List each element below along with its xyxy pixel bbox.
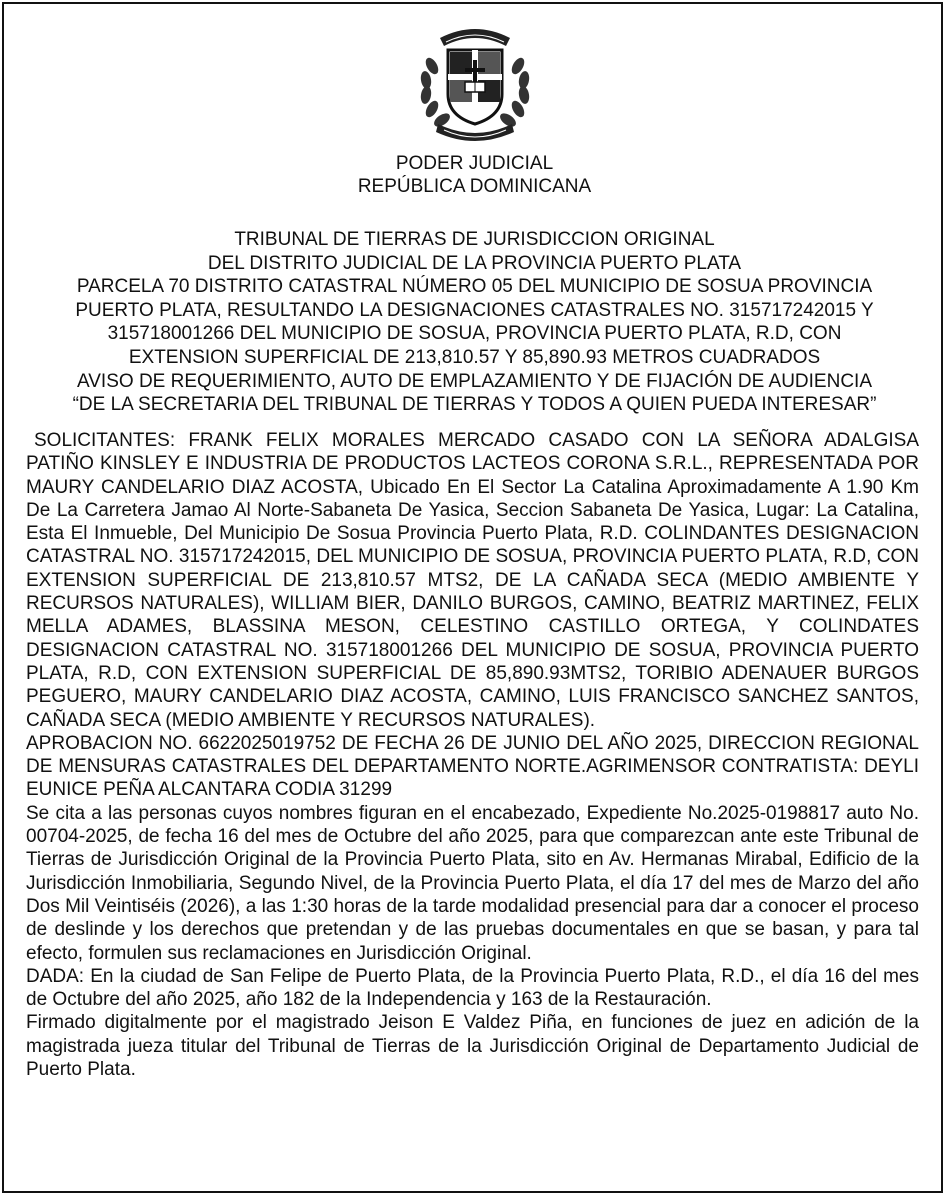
- header-poder-judicial: PODER JUDICIAL: [395, 153, 554, 174]
- tribunal-line-4: PUERTO PLATA, RESULTANDO LA DESIGNACIONES CATASTRALES NO. 315717242015 Y: [75, 299, 874, 321]
- paragraph-citacion: Se cita a las personas cuyos nombres figuran en el encabezado, Expediente No.2025-0198817 auto No. 00704-2025, de fecha 16 del mes de Octubre del año 2025, para que comparezcan ante este Tribunal de Tierras de Jurisdicción Original de la Provincia Puerto Plata, sito en Av. Hermanas Mirabal, Edificio de la Jurisdicción Inmobiliaria, Segundo Nivel, de la Provincia Puerto Plata, el día 17 del mes de Marzo del año Dos Mil Veintiséis (2026), a las 1:30 horas de la tarde modalidad presencial para dar a conocer el proceso de deslinde y los derechos que pretendan y de las pruebas documentales en que se basan, y para tal efecto, formulen sus reclamaciones en Jurisdicción Original.: [26, 802, 919, 964]
- tribunal-line-2: DEL DISTRITO JUDICIAL DE LA PROVINCIA PUERTO PLATA: [207, 252, 742, 274]
- issuer-header: [0, 152, 949, 198]
- tribunal-line-3: PARCELA 70 DISTRITO CATASTRAL NÚMERO 05 DEL MUNICIPIO DE SOSUA PROVINCIA: [76, 276, 873, 298]
- tribunal-line-6: EXTENSION SUPERFICIAL DE 213,810.57 Y 85,890.93 METROS CUADRADOS: [128, 346, 821, 368]
- notice-body: [26, 429, 919, 1081]
- emblem: [0, 16, 949, 146]
- paragraph-firmado: Firmado digitalmente por el magistrado Jeison E Valdez Piña, en funciones de juez en adición de la magistrada jueza titular del Tribunal de Tierras de la Jurisdicción Original de Departamento Judicial de Puerto Plata.: [26, 1012, 919, 1081]
- paragraph-solicitantes: SOLICITANTES: FRANK FELIX MORALES MERCADO CASADO CON LA SEÑORA ADALGISA PATIÑO KINSLEY E INDUSTRIA DE PRODUCTOS LACTEOS CORONA S.R.L., REPRESENTADA POR MAURY CANDELARIO DIAZ ACOSTA, Ubicado En El Sector La Catalina Aproximadamente A 1.90 Km De La Carretera Jamao Al Norte-Sabaneta De Yasica, Seccion Sabaneta De Yasica, Lugar: La Catalina, Esta El Inmueble, Del Municipio De Sosua Provincia Puerto Plata, R.D. COLINDANTES DESIGNACION CATASTRAL NO. 315717242015, DEL MUNICIPIO DE SOSUA, PROVINCIA PUERTO PLATA, R.D, CON EXTENSION SUPERFICIAL DE 213,810.57 MTS2, DE LA CAÑADA SECA (MEDIO AMBIENTE Y RECURSOS NATURALES), WILLIAM BIER, DANILO BURGOS, CAMINO, BEATRIZ MARTINEZ, FELIX MELLA ADAMES, BLASSINA MESON, CELESTINO CASTILLO ORTEGA, Y COLINDATES DESIGNACION CATASTRAL NO. 315718001266 DEL MUNICIPIO DE SOSUA, PROVINCIA PUERTO PLATA, R.D, CON EXTENSION SUPERFICIAL DE 85,890.93MTS2, TORIBIO ADENAUER BURGOS PEGUERO, MAURY CANDELARIO DIAZ ACOSTA, CAMINO, LUIS FRANCISCO SANCHEZ SANTOS, CAÑADA SECA (MEDIO AMBIENTE Y RECURSOS NATURALES).: [26, 430, 919, 731]
- paragraph-aprobacion: APROBACION NO. 6622025019752 DE FECHA 26 DE JUNIO DEL AÑO 2025, DIRECCION REGIONAL DE MENSURAS CATASTRALES DEL DEPARTAMENTO NORTE.AGRIMENSOR CONTRATISTA: DEYLI EUNICE PEÑA ALCANTARA CODIA 31299: [26, 732, 919, 801]
- tribunal-line-1: TRIBUNAL DE TIERRAS DE JURISDICCION ORIGINAL: [234, 229, 715, 250]
- tribunal-line-8: “DE LA SECRETARIA DEL TRIBUNAL DE TIERRAS Y TODOS A QUIEN PUEDA INTERESAR”: [72, 394, 877, 416]
- tribunal-line-7: AVISO DE REQUERIMIENTO, AUTO DE EMPLAZAMIENTO Y DE FIJACIÓN DE AUDIENCIA: [77, 370, 872, 392]
- tribunal-line-5: 315718001266 DEL MUNICIPIO DE SOSUA, PROVINCIA PUERTO PLATA, R.D, CON: [107, 323, 842, 345]
- header-republica: REPÚBLICA DOMINICANA: [357, 176, 592, 197]
- coat-of-arms-icon: [410, 16, 540, 144]
- paragraph-dada: DADA: En la ciudad de San Felipe de Puerto Plata, de la Provincia Puerto Plata, R.D., el día 16 del mes de Octubre del año 2025, año 182 de la Independencia y 163 de la Restauración.: [26, 965, 919, 1011]
- tribunal-heading: [22, 228, 927, 417]
